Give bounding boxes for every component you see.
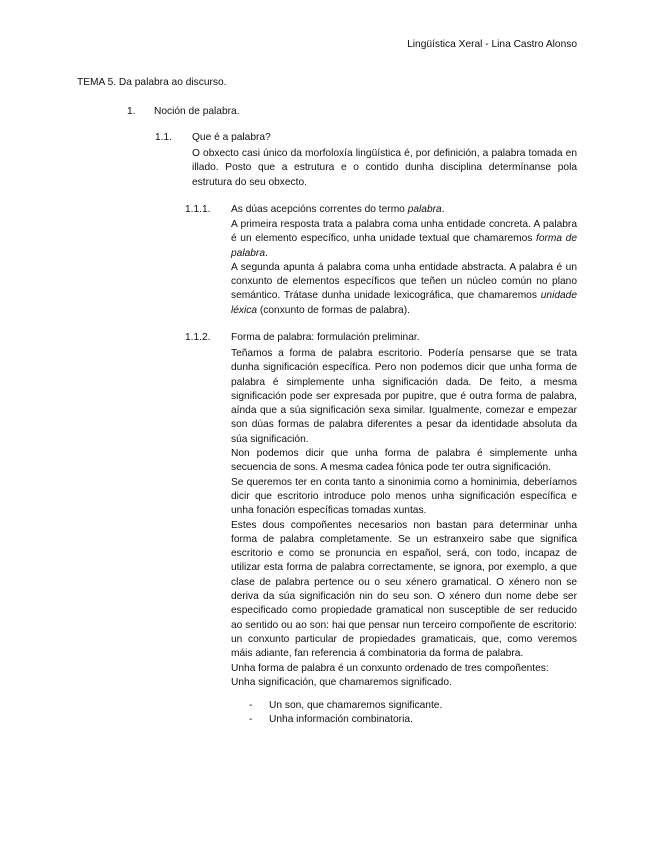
section-number: 1.1.2. bbox=[185, 332, 211, 343]
section-1-1-heading bbox=[155, 132, 271, 143]
text: A primeira resposta trata a palabra coma unha entidade concreta. A palabra é un elemento específico, unha unidade textual que chamaremos bbox=[231, 219, 577, 245]
term-emphasis: forma de palabra bbox=[231, 233, 577, 259]
list-item bbox=[231, 699, 577, 713]
title-emphasis: palabra bbox=[407, 204, 442, 215]
section-title: Noción de palabra. bbox=[154, 106, 240, 117]
topic-heading: TEMA 5. Da palabra ao discurso. bbox=[77, 77, 227, 88]
section-title: Forma de palabra: formulación preliminar. bbox=[231, 332, 420, 343]
title-end: . bbox=[441, 204, 445, 215]
section-1-1-text: O obxecto casi único da morfoloxía lingüística é, por definición, a palabra tomada en illado. Posto que a estrutura e o contido dunha disciplina determínanse pola estrutura do seu obxecto. bbox=[192, 148, 577, 188]
section-number: 1. bbox=[127, 106, 136, 117]
section-1-1-1-heading bbox=[185, 204, 445, 215]
text: (conxunto de formas de palabra). bbox=[257, 304, 410, 316]
paragraph: Non podemos dicir que unha forma de palabra é simplemente unha secuencia de sons. A mesma cadea fónica pode ter outra significación. bbox=[231, 448, 577, 474]
paragraph: Se queremos ter en conta tanto a sinonimia como a hominimia, deberíamos dicir que escritorio introduce polo menos unha significación específica e unha fonación específicas tomadas xuntas. bbox=[231, 476, 577, 517]
component-list bbox=[231, 699, 577, 728]
section-title: Que é a palabra? bbox=[192, 132, 271, 143]
list-item bbox=[231, 713, 577, 727]
paragraph bbox=[231, 218, 577, 261]
term-emphasis: unidade léxica bbox=[231, 290, 577, 316]
paragraph: Teñamos a forma de palabra escritorio. Podería pensarse que se trata dunha significación específica. Pero non podemos dicir que unha forma de palabra é simplemente unha significación dada. De feito, a mesma significación pode ser expresada por pupitre, que é outra forma de palabra, aínda que a súa significación sexa similar. Igualmente, comezar e empezar son dúas formas de palabra diferentes a pesar da identidade absoluta da súa significación. bbox=[231, 348, 577, 445]
section-1-1-1-body bbox=[231, 218, 577, 318]
section-number: 1.1. bbox=[155, 132, 172, 143]
text: A segunda apunta á palabra coma unha entidade abstracta. A palabra é un conxunto de elementos específicos que teñen un núcleo común no plano semántico. Trátase dunha unidade lexicográfica, que chamaremos bbox=[231, 261, 577, 302]
section-number: 1.1.1. bbox=[185, 204, 211, 215]
section-1-1-2-heading bbox=[185, 332, 420, 343]
running-header: Lingüística Xeral - Lina Castro Alonso bbox=[407, 39, 577, 50]
paragraph: Unha forma de palabra é un conxunto ordenado de tres compoñentes: bbox=[231, 662, 549, 674]
list-dash: - bbox=[249, 714, 253, 726]
list-item-text: Un son, que chamaremos significante. bbox=[269, 700, 443, 711]
list-item-text: Unha información combinatoria. bbox=[269, 714, 413, 726]
title-text: As dúas acepcións correntes do termo bbox=[231, 204, 408, 215]
text: . bbox=[265, 247, 268, 259]
paragraph bbox=[231, 261, 577, 318]
section-1-heading bbox=[127, 106, 240, 117]
paragraph: Estes dous compoñentes necesarios non bastan para determinar unha forma de palabra completamente. Se un estranxeiro sabe que significa escritorio e como se pronuncia en español, será, con todo, incapaz de utilizar esta forma de palabra correctamente, se ignora, por exemplo, a que clase de palabra pertence ou o seu xénero gramatical. O xénero non se deriva da súa significación nin do seu son. O xénero dun nome debe ser especificado como propiedade gramatical non susceptible de ser reducido ao sentido ou ao son: hai que pensar nun terceiro compoñente de escritorio: un conxunto particular de propiedades gramaticais, que, como veremos máis adiante, fan referencia á combinatoria da forma de palabra. bbox=[231, 519, 577, 660]
paragraph: Unha significación, que chamaremos significado. bbox=[231, 676, 452, 688]
section-1-1-2-body bbox=[231, 347, 577, 690]
list-dash: - bbox=[249, 700, 253, 711]
